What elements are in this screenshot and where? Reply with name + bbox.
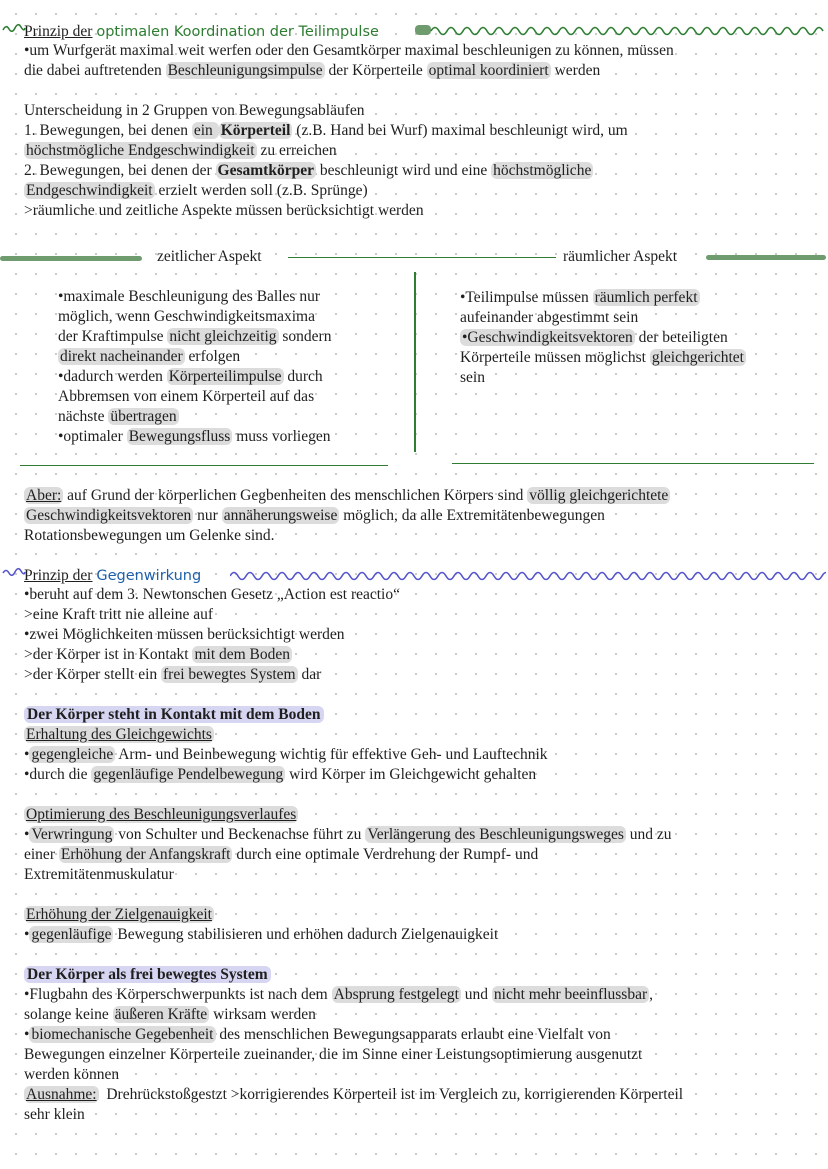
s2-sub2: [24, 805, 814, 825]
highlight: ein: [193, 122, 217, 139]
highlight: räumlich perfekt: [594, 289, 698, 306]
highlight: biomechanische Gegebenheit: [31, 1026, 214, 1043]
s2-line3: [24, 625, 814, 645]
s1-line8: [24, 201, 814, 221]
highlight: annäherungsweise: [223, 507, 338, 524]
s2-text: •beruht auf dem 3. Newtonschen Gesetz „Action est reactio“: [24, 586, 400, 603]
s2-heading1: [24, 705, 814, 725]
s1-text: zu erreichen: [256, 142, 337, 159]
s1-line1: [24, 41, 814, 61]
s2-text: ,: [649, 986, 653, 1003]
purple-squiggle-left: [2, 566, 26, 578]
highlight: gegengleiche: [31, 746, 114, 763]
highlight: gegenläufige Pendelbewegung: [93, 766, 284, 783]
heading-contact-ground: Der Körper steht in Kontakt mit dem Boden: [24, 706, 324, 723]
s2-text: von Schulter und Beckenachse führt zu: [114, 826, 366, 843]
s1-text: >räumliche und zeitliche Aspekte müssen berücksichtigt werden: [24, 202, 424, 219]
aber-text: Rotationsbewegungen um Gelenke sind.: [24, 527, 275, 544]
section2-title-hand: Gegenwirkung: [96, 568, 202, 584]
s1-text: erzielt werden soll (z.B. Sprünge): [154, 182, 368, 199]
highlight: Beschleunigungsimpulse: [167, 62, 323, 79]
aber-text: möglich, da alle Extremitätenbewegungen: [339, 507, 605, 524]
green-squiggle-left: [2, 22, 26, 34]
highlight: gegenläufige: [31, 926, 112, 943]
aber-text: nur: [193, 507, 222, 524]
subheading: Optimierung des Beschleunigungsverlaufes: [26, 806, 297, 823]
highlight: Geschwindigkeitsvektoren: [26, 507, 192, 524]
s2-text: wirksam werden: [209, 1006, 316, 1023]
highlight: frei bewegtes System: [163, 666, 296, 683]
highlight: mit dem Boden: [194, 646, 291, 663]
s2-text: >eine Kraft tritt nie alleine auf: [24, 606, 214, 623]
left-aspect-title: zeitlicher Aspekt: [157, 248, 262, 265]
highlight: äußeren Kräfte: [114, 1006, 208, 1023]
s2-free-line7: [24, 1105, 814, 1125]
s2-text: >der Körper stellt ein: [24, 666, 162, 683]
s2-line2: [24, 605, 814, 625]
highlight: völlig gleichgerichtete: [529, 487, 669, 504]
s2-text: •zwei Möglichkeiten müssen berücksichtigt werden: [24, 626, 345, 643]
left-text: •dadurch werden: [58, 368, 167, 385]
left-col-line: [58, 347, 240, 367]
left-text: Abbremsen von einem Körperteil auf das: [58, 388, 315, 405]
s1-line4: [24, 121, 814, 141]
s2-text: einer: [24, 846, 59, 863]
s2-text: solange keine: [24, 1006, 113, 1023]
s1-text: •um Wurfgerät maximal weit werfen oder den Gesamtkörper maximal beschleunigen zu können, müssen: [24, 42, 674, 59]
s2-free-line4: [24, 1045, 814, 1065]
green-bar-left: [0, 256, 142, 261]
section1-title-hand: optimalen Koordination der Teilimpulse: [96, 24, 379, 40]
right-text: der beteiligten: [634, 329, 728, 346]
s2-text: Bewegung stabilisieren und erhöhen dadurch Zielgenauigkeit: [113, 926, 499, 943]
left-text: •optimaler: [58, 428, 127, 445]
left-col-line: [58, 407, 179, 427]
aber-line2: [24, 506, 814, 526]
left-col-line: [58, 387, 314, 407]
s2-sub2-line2: [24, 845, 814, 865]
s1-text: der Körperteile: [324, 62, 427, 79]
right-bottom-rule: [452, 463, 814, 464]
subheading: Erhaltung des Gleichgewichts: [26, 726, 212, 743]
highlight: Erhöhung der Anfangskraft: [60, 846, 231, 863]
section2-title-prefix: Prinzip der: [24, 567, 93, 584]
s1-line2: [24, 61, 814, 81]
highlight: Absprung festgelegt: [333, 986, 459, 1003]
highlight-bold: Gesamtkörper: [217, 162, 314, 179]
s1-line7: [24, 181, 814, 201]
left-text: der Kraftimpulse: [58, 328, 168, 345]
s2-text: und zu: [625, 826, 672, 843]
s2-free-line3: [24, 1025, 814, 1045]
left-text: muss vorliegen: [232, 428, 331, 445]
green-bar-right: [706, 255, 826, 260]
s2-sub2-line3: [24, 865, 814, 885]
aber-text: auf Grund der körperlichen Gegbenheiten des menschlichen Körpers sind: [63, 487, 528, 504]
s2-text: durch eine optimale Verdrehung der Rumpf- und: [232, 846, 539, 863]
aber-label: Aber:: [26, 487, 62, 504]
green-squiggle-right: [415, 22, 825, 38]
right-col-line: [460, 328, 728, 348]
s1-text: werden: [550, 62, 601, 79]
aspect-vertical-divider: [414, 272, 416, 452]
s1-text: Unterscheidung in 2 Gruppen von Bewegungsabläufen: [24, 102, 365, 119]
s2-sub1: [24, 725, 814, 745]
right-text: sein: [460, 369, 485, 386]
s1-text: beschleunigt wird und eine: [315, 162, 492, 179]
subheading: Erhöhung der Zielgenauigkeit: [26, 906, 212, 923]
right-col-line: [460, 348, 746, 368]
s2-text: •durch die: [24, 766, 92, 783]
highlight: •Geschwindigkeitsvektoren: [462, 329, 633, 346]
s2-line5: [24, 665, 814, 685]
right-text: aufeinander abgestimmt sein: [460, 309, 639, 326]
right-text: Körperteile müssen möglichst: [460, 349, 650, 366]
left-col-line: [58, 367, 323, 387]
heading-free-system: Der Körper als frei bewegtes System: [24, 966, 271, 983]
s2-text: des menschlichen Bewegungsapparats erlaubt eine Vielfalt von: [215, 1026, 611, 1043]
s2-text: •: [24, 926, 30, 943]
s1-line6: [24, 161, 814, 181]
s2-text: Extremitätenmuskulatur: [24, 866, 174, 883]
s2-line4: [24, 645, 814, 665]
aber-line1: [24, 486, 814, 506]
highlight: Verlängerung des Beschleunigungsweges: [367, 826, 624, 843]
s1-text: die dabei auftretenden: [24, 62, 166, 79]
s2-text: Drehrückstoßgestzt >korrigierendes Körperteil ist im Vergleich zu, korrigierenden Körperteil: [98, 1086, 684, 1103]
s2-free-line1: [24, 985, 814, 1005]
s1-text: 1. Bewegungen, bei denen: [24, 122, 192, 139]
s2-sub3: [24, 905, 814, 925]
highlight: nicht gleichzeitig: [169, 328, 277, 345]
left-text: sondern: [278, 328, 332, 345]
s2-text: Bewegungen einzelner Körperteile zueinander, die im Sinne einer Leistungsoptimierung ausgenutzt: [24, 1046, 643, 1063]
aspect-divider-line: [288, 257, 556, 258]
s2-text: und: [460, 986, 492, 1003]
s2-text: werden können: [24, 1066, 120, 1083]
s2-text: •Flugbahn des Körperschwerpunkts ist nach dem: [24, 986, 332, 1003]
left-text: nächste: [58, 408, 109, 425]
s1-line5: [24, 141, 814, 161]
right-col-line: [460, 308, 638, 328]
left-bottom-rule: [20, 465, 388, 466]
s2-text: •: [24, 746, 30, 763]
right-col-line: [460, 368, 485, 388]
s2-text: >der Körper ist in Kontakt: [24, 646, 193, 663]
highlight-bold: Körperteil: [220, 122, 291, 139]
s1-text: (z.B. Hand bei Wurf) maximal beschleunigt wird, um: [292, 122, 628, 139]
s2-sub2-line1: [24, 825, 814, 845]
highlight: Verwringung: [31, 826, 113, 843]
s2-line1: [24, 585, 814, 605]
highlight: höchstmögliche Endgeschwindigkeit: [26, 142, 255, 159]
left-text: möglich, wenn Geschwindigkeitsmaxima: [58, 308, 315, 325]
highlight: übertragen: [110, 408, 177, 425]
section1-title-prefix: Prinzip der: [24, 23, 93, 40]
highlight: nicht mehr beeinflussbar: [493, 986, 648, 1003]
s2-text: •: [24, 826, 30, 843]
highlight: Endgeschwindigkeit: [26, 182, 153, 199]
s2-free-line5: [24, 1065, 814, 1085]
highlight: Körperteilimpulse: [168, 368, 282, 385]
s2-text: Arm- und Beinbewegung wichtig für effektive Geh- und Lauftechnik: [115, 746, 548, 763]
right-col-line: [460, 288, 700, 308]
left-text: erfolgen: [184, 348, 241, 365]
left-col-line: [58, 427, 330, 447]
purple-squiggle-right: [230, 566, 826, 582]
s2-text: •: [24, 1026, 30, 1043]
s2-free-line6: [24, 1085, 814, 1105]
s1-text: 2. Bewegungen, bei denen der: [24, 162, 216, 179]
s2-free-line2: [24, 1005, 814, 1025]
left-text: •maximale Beschleunigung des Balles nur: [58, 288, 320, 305]
highlight: Bewegungsfluss: [128, 428, 231, 445]
s1-line3: [24, 101, 814, 121]
s2-heading2: [24, 965, 814, 985]
highlight: direkt nacheinander: [60, 348, 183, 365]
s2-sub3-line1: [24, 925, 814, 945]
s2-text: wird Körper im Gleichgewicht gehalten: [285, 766, 537, 783]
right-aspect-title: räumlicher Aspekt: [563, 248, 678, 265]
left-col-line: [58, 287, 320, 307]
exception-label: Ausnahme:: [26, 1086, 97, 1103]
s2-sub1-line1: [24, 745, 814, 765]
highlight: optimal koordiniert: [428, 62, 549, 79]
s2-text: sehr klein: [24, 1106, 85, 1123]
s2-sub1-line2: [24, 765, 814, 785]
highlight: gleichgerichtet: [651, 349, 744, 366]
highlight: höchstmögliche: [493, 162, 592, 179]
left-col-line: [58, 307, 315, 327]
aber-line3: [24, 526, 814, 546]
left-col-line: [58, 327, 331, 347]
right-text: •Teilimpulse müssen: [460, 289, 593, 306]
s2-text: dar: [297, 666, 322, 683]
left-text: durch: [283, 368, 323, 385]
